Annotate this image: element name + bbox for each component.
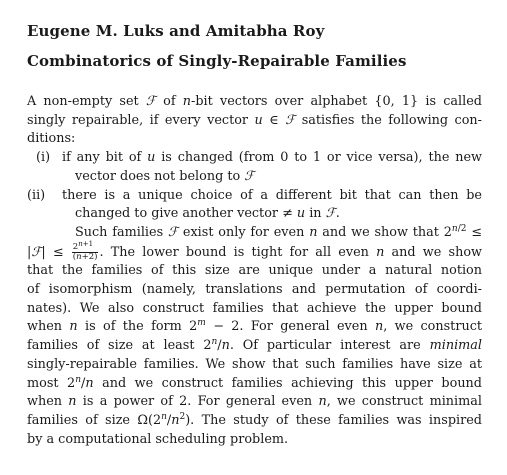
abstract-line-11: of isomorphism (namely, translations and permutation of coordi-	[27, 282, 482, 298]
abstract-line-9: |ℱ| ≤ $\frac{2^{n+1}}{(n+2)}$ . The lower bound is tight for all even n and we show	[27, 239, 482, 262]
condition-ii-cont: changed to give another vector ≠ u in ℱ.	[75, 206, 340, 222]
abstract-line-2: singly repairable, if every vector u ∈ ℱ satisfies the following con-	[27, 112, 482, 128]
abstract	[27, 93, 482, 449]
authors: Eugene M. Luks and Amitabha Roy	[27, 22, 325, 40]
abstract-line-12: nates). We also construct families that achieve the upper bound	[27, 300, 482, 316]
abstract-line-1: A non-empty set ℱ of n-bit vectors over alphabet {0, 1} is called	[27, 94, 482, 109]
abstract-line-8: Such families ℱ exist only for even n and we show that $2^{n/2}$ ≤	[75, 223, 482, 240]
condition-i-cont: vector does not belong to ℱ	[75, 168, 255, 184]
abstract-line-13: when n is of the form $2^m - 2$. For general even n, we construct	[27, 318, 482, 335]
abstract-line-17: when n is a power of 2. For general even n, we construct minimal	[27, 394, 482, 410]
abstract-line-16: most 2$^n$/n and we construct families achieving this upper bound	[27, 374, 482, 391]
abstract-line-10: that the families of this size are unique under a natural notion	[27, 263, 482, 279]
abstract-line-18: families of size $\Omega(2^n/n^2)$. The study of these families was inspired	[27, 411, 482, 428]
paper-title: Combinatorics of Singly-Repairable Families	[27, 52, 407, 70]
condition-ii: (ii) there is a unique choice of a different bit that can then be	[27, 187, 482, 203]
condition-i: (i) if any bit of u is changed (from 0 to 1 or vice versa), the new	[36, 150, 482, 166]
abstract-line-15: singly-repairable families. We show that such families have size at	[27, 356, 482, 372]
abstract-line-19: by a computational scheduling problem.	[27, 431, 289, 447]
abstract-line-14: families of size at least 2$^n$/n. Of particular interest are minimal	[27, 337, 483, 354]
abstract-line-3: ditions:	[27, 131, 76, 147]
